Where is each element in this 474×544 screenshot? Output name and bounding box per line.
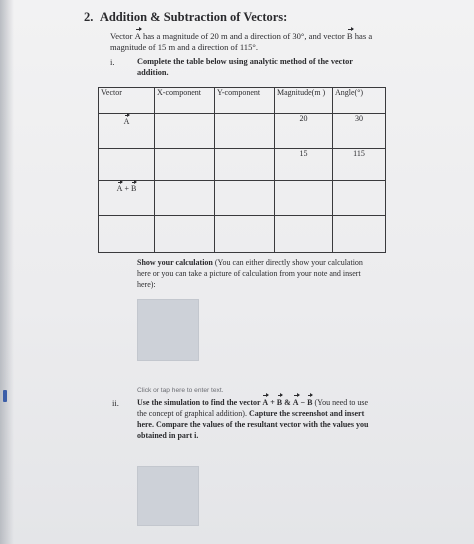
intro-text-3: has a magnitude of 15 m and a direction of 115°. xyxy=(110,31,373,52)
header-x-component: X-component xyxy=(155,88,215,114)
vector-a-symbol: A xyxy=(292,398,299,407)
cell-vector[interactable] xyxy=(99,216,155,253)
part-ii-text-2: (You need to use the concept of graphical addition). xyxy=(137,398,369,418)
text-entry-placeholder[interactable]: Click or tap here to enter text. xyxy=(137,387,224,394)
header-magnitude: Magnitude(m ) xyxy=(275,88,333,114)
plus-sign: + xyxy=(122,184,131,193)
cell-x-component[interactable] xyxy=(155,181,215,216)
calculation-image-placeholder[interactable] xyxy=(137,299,199,361)
cell-vector xyxy=(99,114,155,149)
cell-x-component[interactable] xyxy=(155,114,215,149)
part-ii-text-3: Capture the screenshot and insert here. Compare the values of the resultant vector with the values you obtained in part i. xyxy=(137,409,369,440)
cell-x-component[interactable] xyxy=(155,149,215,181)
table-row xyxy=(99,149,386,181)
vector-a-symbol: A xyxy=(123,117,130,126)
intro-text-2: has a magnitude of 20 m and a direction of 30°, and vector xyxy=(140,31,347,41)
question-intro xyxy=(110,31,395,53)
cursor-marker xyxy=(3,390,7,402)
cell-angle[interactable] xyxy=(333,216,386,253)
cell-vector xyxy=(99,181,155,216)
part-ii-label: ii. xyxy=(112,398,119,408)
header-y-component: Y-component xyxy=(215,88,275,114)
cell-magnitude[interactable]: 20 xyxy=(275,114,333,149)
header-vector: Vector xyxy=(99,88,155,114)
cell-x-component[interactable] xyxy=(155,216,215,253)
vector-table xyxy=(98,87,386,253)
table-row xyxy=(99,114,386,149)
cell-angle[interactable]: 30 xyxy=(333,114,386,149)
cell-magnitude[interactable] xyxy=(275,181,333,216)
page-edge-shadow xyxy=(0,0,14,544)
question-heading xyxy=(84,10,287,25)
part-ii-instruction xyxy=(137,397,374,441)
calculation-rest: (You can either directly show your calculation here or you can take a picture of calculation from your note and insert here): xyxy=(137,258,363,289)
part-ii-text-1: Use the simulation to find the vector xyxy=(137,398,263,407)
vector-b-symbol: B xyxy=(346,31,353,41)
vector-b-symbol: B xyxy=(307,398,313,407)
question-number: 2. xyxy=(84,10,94,24)
cell-y-component[interactable] xyxy=(215,181,275,216)
simulation-screenshot-placeholder[interactable] xyxy=(137,466,199,526)
cell-angle[interactable] xyxy=(333,181,386,216)
cell-magnitude[interactable] xyxy=(275,216,333,253)
vector-a-symbol: A xyxy=(262,398,269,407)
vector-a-symbol: A xyxy=(134,31,141,41)
table-row xyxy=(99,181,386,216)
vector-a-symbol: A xyxy=(116,184,123,193)
vector-b-symbol: B xyxy=(130,184,137,193)
cell-angle[interactable]: 115 xyxy=(333,149,386,181)
intro-text-1: Vector xyxy=(110,31,135,41)
plus-sign: + xyxy=(268,398,277,407)
part-i-label: i. xyxy=(110,57,115,67)
minus-sign: − xyxy=(298,398,308,407)
cell-y-component[interactable] xyxy=(215,114,275,149)
question-title: Addition & Subtraction of Vectors: xyxy=(99,10,288,24)
part-i-instruction: Complete the table below using analytic method of the vector addition. xyxy=(137,57,353,77)
vector-b-symbol: B xyxy=(276,398,283,407)
cell-y-component[interactable] xyxy=(215,216,275,253)
cell-y-component[interactable] xyxy=(215,149,275,181)
table-header-row xyxy=(99,88,386,114)
table-row xyxy=(99,216,386,253)
calculation-instruction xyxy=(137,257,367,290)
calculation-bold: Show your calculation xyxy=(137,258,213,267)
ampersand: & xyxy=(282,398,293,407)
cell-magnitude[interactable]: 15 xyxy=(275,149,333,181)
cell-vector[interactable] xyxy=(99,149,155,181)
header-angle: Angle(°) xyxy=(333,88,386,114)
